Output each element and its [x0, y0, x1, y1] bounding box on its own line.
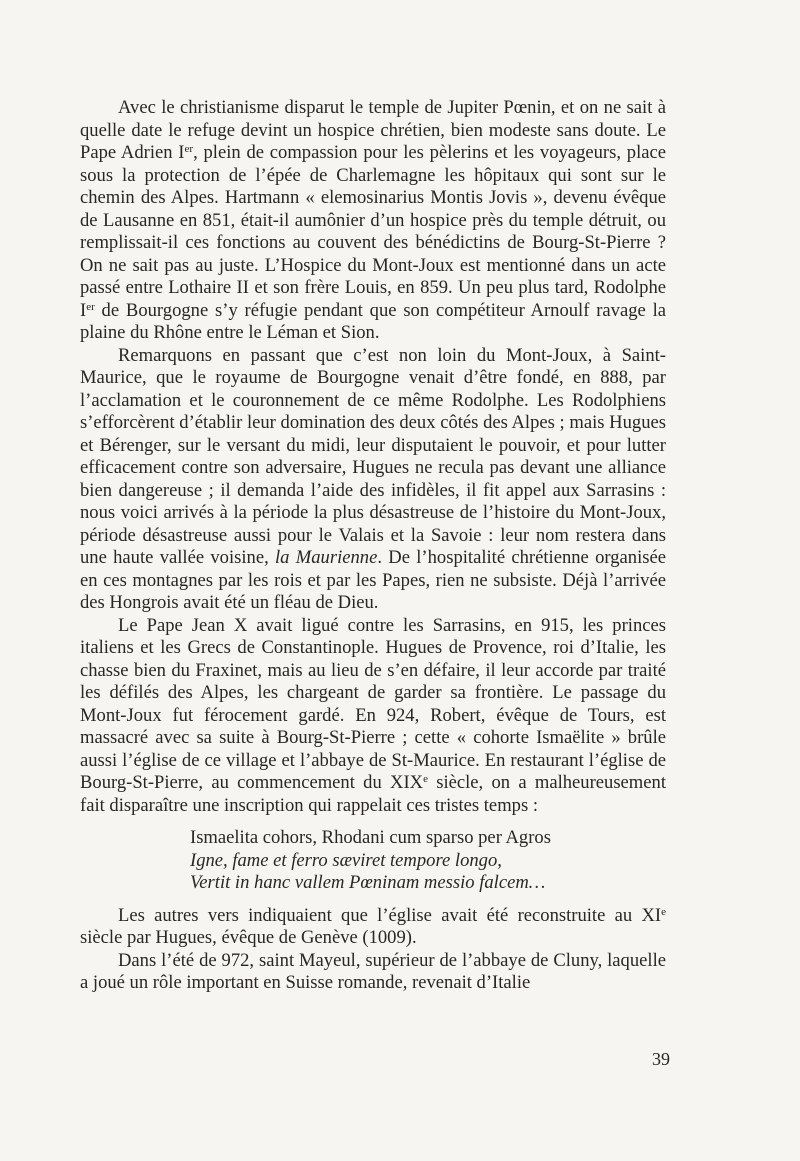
verse-block: [80, 827, 666, 895]
paragraph-4-end: siècle par Hugues, évêque de Genève (1009).: [80, 927, 417, 948]
paragraph-2-end: . De l’hospitalité chrétienne organisée en ces montagnes par les rois et par les Papes, rien ne subsiste. Déjà l’arrivée des Hongrois avait été un fléau de Dieu.: [80, 547, 666, 613]
paragraph-3-text: Le Pape Jean X avait ligué contre les Sarrasins, en 915, les princes italiens et les Grecs de Constantinople. Hugues de Provence, roi d’Italie, les chasse bien du Fraxinet, mais au lieu de s’en défaire, il leur accorde par traité les défilés des Alpes, les chargeant de garder sa frontière. Le passage du Mont-Joux fut férocement gardé. En 924, Robert, évêque de Tours, est massacré avec sa suite à Bourg-St-Pierre ; cette « cohorte Ismaëlite » brûle aussi l’église de ce village et l’abbaye de St-Maurice. En restaurant l’église de Bourg-St-Pierre, au commencement du XIX: [80, 614, 666, 793]
paragraph-3: [80, 615, 666, 818]
superscript: e: [423, 773, 428, 785]
paragraph-2: [80, 345, 666, 615]
superscript: e: [661, 905, 666, 918]
verse-line: Igne, fame et ferro sæviret tempore longo,: [190, 849, 502, 871]
paragraph-4: [80, 905, 666, 950]
italic-place-name: la Maurienne: [275, 547, 378, 568]
verse-line: Vertit in hanc vallem Pœninam messio falcem…: [190, 872, 546, 893]
paragraph-1-end: de Bourgogne s’y réfugie pendant que son compétiteur Arnoulf ravage la plaine du Rhône entre le Léman et Sion.: [80, 299, 666, 343]
page-number: 39: [652, 1049, 670, 1069]
paragraph-3-end: siècle, on a malheureusement fait disparaître une inscription qui rappelait ces tristes temps :: [80, 772, 666, 816]
paragraph-1-text: Avec le christianisme disparut le temple de Jupiter Pœnin, et on ne sait à quelle date le refuge devint un hospice chrétien, bien modeste sans doute. Le Pape Adrien I: [80, 97, 666, 163]
verse-line: Ismaelita cohors, Rhodani cum sparso per Agros: [190, 827, 551, 848]
superscript: er: [86, 300, 95, 313]
paragraph-4-text: Les autres vers indiquaient que l’église avait été reconstruite au XI: [118, 904, 662, 926]
superscript: er: [184, 143, 194, 155]
paragraph-5: [80, 950, 666, 995]
paragraph-5-text: Dans l’été de 972, saint Mayeul, supérieur de l’abbaye de Cluny, laquelle a joué un rôle important en Suisse romande, revenait d’Italie: [80, 949, 666, 993]
paragraph-2-text: Remarquons en passant que c’est non loin du Mont-Joux, à Saint-Maurice, que le royaume de Bourgogne venait d’être fondé, en 888, par l’acclamation et le couronnement de ce même Rodolphe. Les Rodolphiens s’efforcèrent d’établir leur domination des deux côtés des Alpes ; mais Hugues et Bérenger, sur le versant du midi, leur disputaient le pouvoir, et pour lutter efficacement contre son adversaire, Hugues ne recula pas devant une alliance bien dangereuse ; il demanda l’aide des infidèles, il fit appel aux Sarrasins : nous voici arrivés à la période la plus désastreuse de l’histoire du Mont-Joux, période désastreuse aussi pour le Valais et la Savoie : leur nom restera dans une haute vallée voisine,: [80, 344, 666, 568]
paragraph-1: [80, 97, 666, 345]
paragraph-1-cont: , plein de compassion pour les pèlerins et les voyageurs, place sous la protection de l’épée de Charlemagne les hôpitaux qui sont sur le chemin des Alpes. Hartmann « elemosinarius Montis Jovis », devenu évêque de Lausanne en 851, était-il aumônier d’un hospice près du temple détruit, ou remplissait-il ces fonctions au couvent des bénédictins de Bourg-St-Pierre ? On ne sait pas au juste. L’Hospice du Mont-Joux est mentionné dans un acte passé entre Lothaire II et son frère Louis, en 859. Un peu plus tard, Rodolphe I: [80, 142, 666, 321]
body-text: [80, 97, 666, 995]
